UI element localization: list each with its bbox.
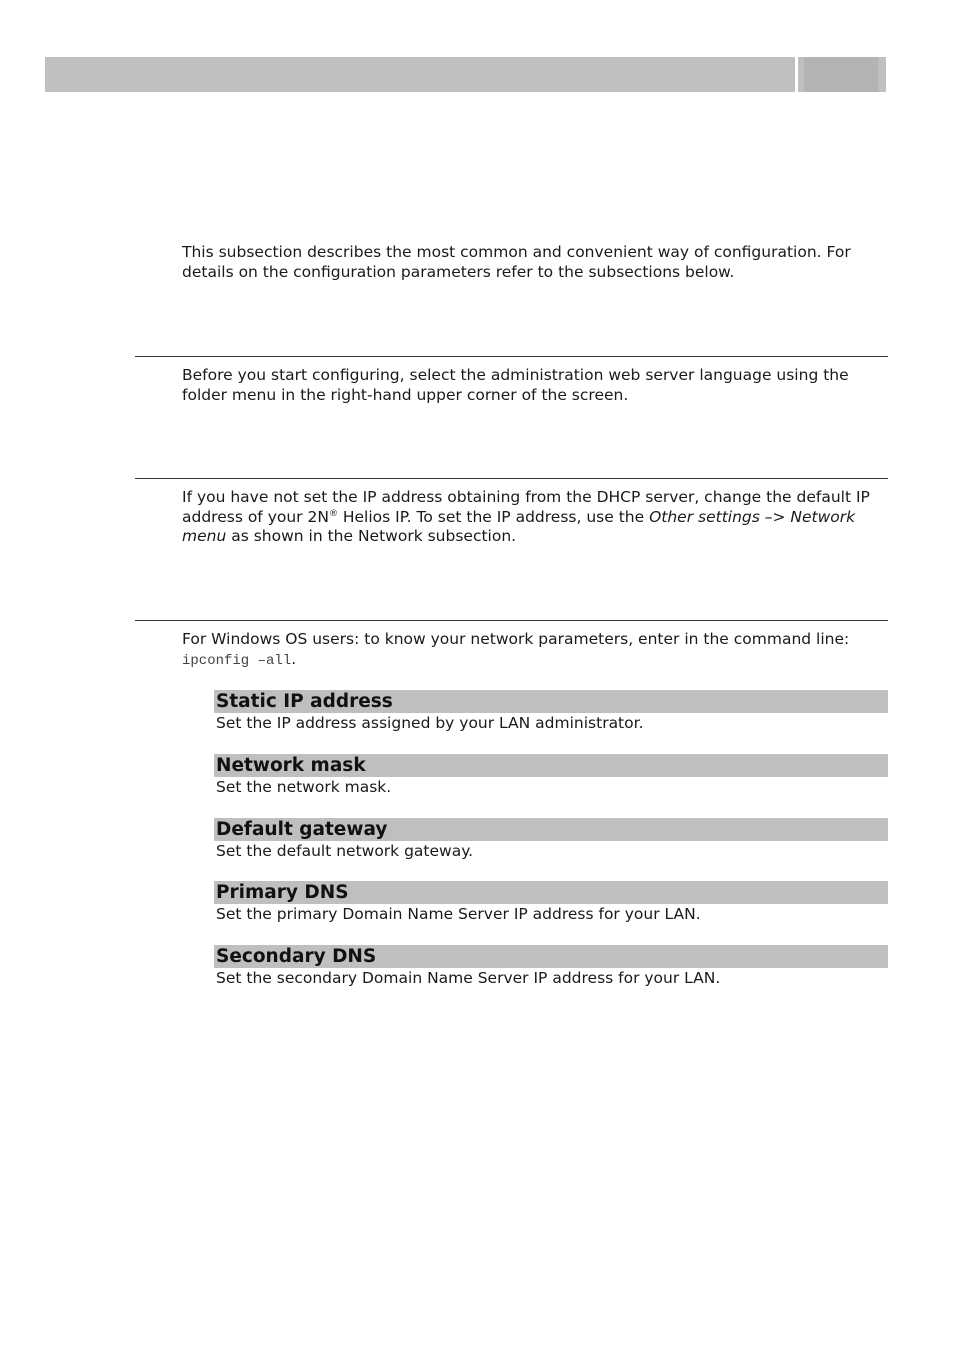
param-network-mask xyxy=(214,754,888,798)
language-paragraph: Before you start configuring, select the administration web server language using the folder menu in the right-hand upper corner of the screen. xyxy=(182,366,849,404)
param-primary-dns xyxy=(214,881,888,925)
param-secondary-dns xyxy=(214,945,888,989)
header-bar xyxy=(45,57,795,92)
registered-mark: ® xyxy=(328,508,338,519)
param-title: Primary DNS xyxy=(214,881,888,904)
header-page-tab xyxy=(798,57,886,92)
ip-address-text-2: Helios IP. To set the IP address, use the xyxy=(337,507,650,526)
param-title: Static IP address xyxy=(214,690,888,713)
param-title: Default gateway xyxy=(214,818,888,841)
windows-paragraph xyxy=(182,630,892,671)
windows-text: For Windows OS users: to know your network parameters, enter in the command line: xyxy=(182,630,850,648)
param-description: Set the primary Domain Name Server IP address for your LAN. xyxy=(216,905,701,923)
section-divider-language xyxy=(135,356,888,357)
section-divider-network-params xyxy=(135,620,888,621)
header-page-tab-inner xyxy=(804,57,878,92)
section-divider-ip-address xyxy=(135,478,888,479)
ip-address-text-3: as shown in the Network subsection. xyxy=(226,527,517,545)
ip-address-paragraph xyxy=(182,488,892,547)
param-description: Set the IP address assigned by your LAN administrator. xyxy=(216,714,644,732)
param-description: Set the default network gateway. xyxy=(216,842,474,860)
param-description: Set the secondary Domain Name Server IP address for your LAN. xyxy=(216,969,721,987)
ip-address-text-1: If you have not set the IP address obtaining from the DHCP server, change the default IP address of your 2N xyxy=(182,488,870,526)
windows-period: . xyxy=(291,649,297,668)
param-static-ip xyxy=(214,690,888,734)
intro-paragraph: This subsection describes the most common and convenient way of configuration. For details on the configuration parameters refer to the subsections below. xyxy=(182,243,851,281)
param-default-gateway xyxy=(214,818,888,862)
param-title: Network mask xyxy=(214,754,888,777)
param-title: Secondary DNS xyxy=(214,945,888,968)
menu-path: Other settings –> Network menu xyxy=(182,507,856,545)
param-description: Set the network mask. xyxy=(216,778,392,796)
command-text: ipconfig –all xyxy=(182,652,292,669)
